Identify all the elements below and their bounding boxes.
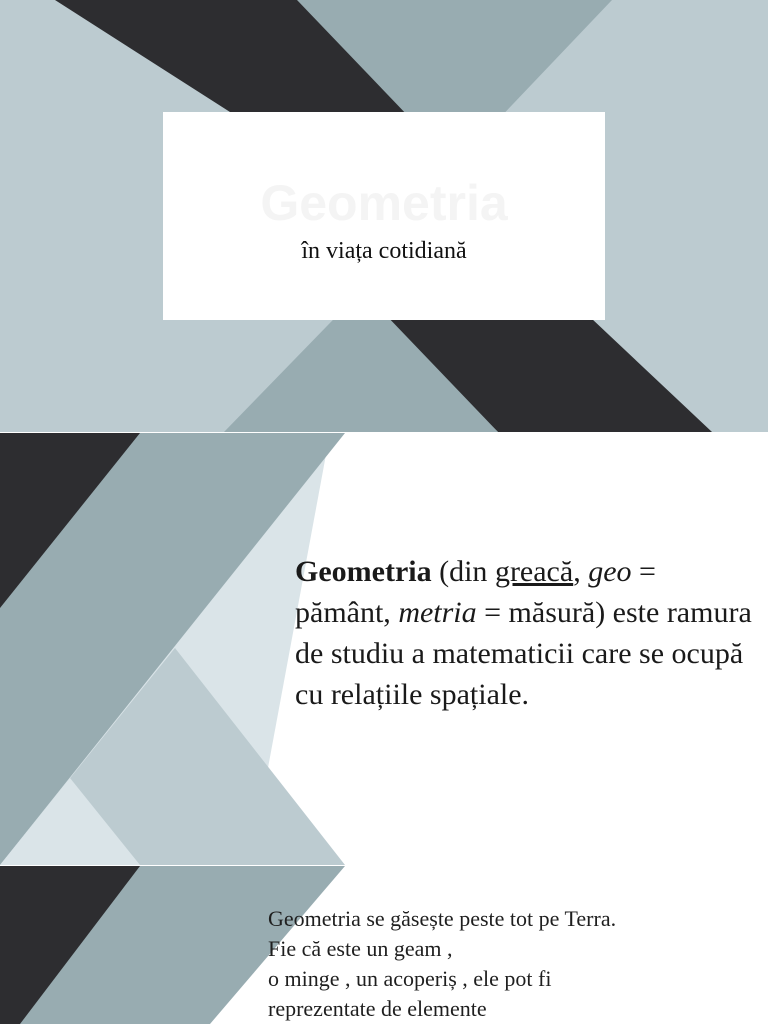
slide-subtitle: în viața cotidiană [301,238,467,264]
definition-part: = pământ, [295,555,656,629]
definition-slide [0,433,768,865]
greek-link[interactable]: greacă [494,555,574,588]
slide-title: Geometria [260,175,508,231]
definition-part: = măsură) este ramura de studiu a matematicii care se ocupă cu relațiile spațiale. [295,596,752,711]
title-slide [0,0,768,432]
text-line: reprezentate de elemente [268,996,487,1021]
definition-text [295,551,755,715]
term-geo: geo [588,555,632,588]
definition-part: , [573,555,589,588]
title-box [163,112,605,320]
definition-part: (din [431,555,495,588]
text-line: Fie că este un geam , [268,936,453,961]
text-line: o minge , un acoperiș , ele pot fi [268,966,552,991]
examples-slide [0,866,768,1024]
text-line: Geometria se găsește peste tot pe Terra. [268,906,617,931]
examples-text [268,904,748,1024]
definition-term: Geometria [295,555,432,588]
term-metria: metria [398,596,477,629]
